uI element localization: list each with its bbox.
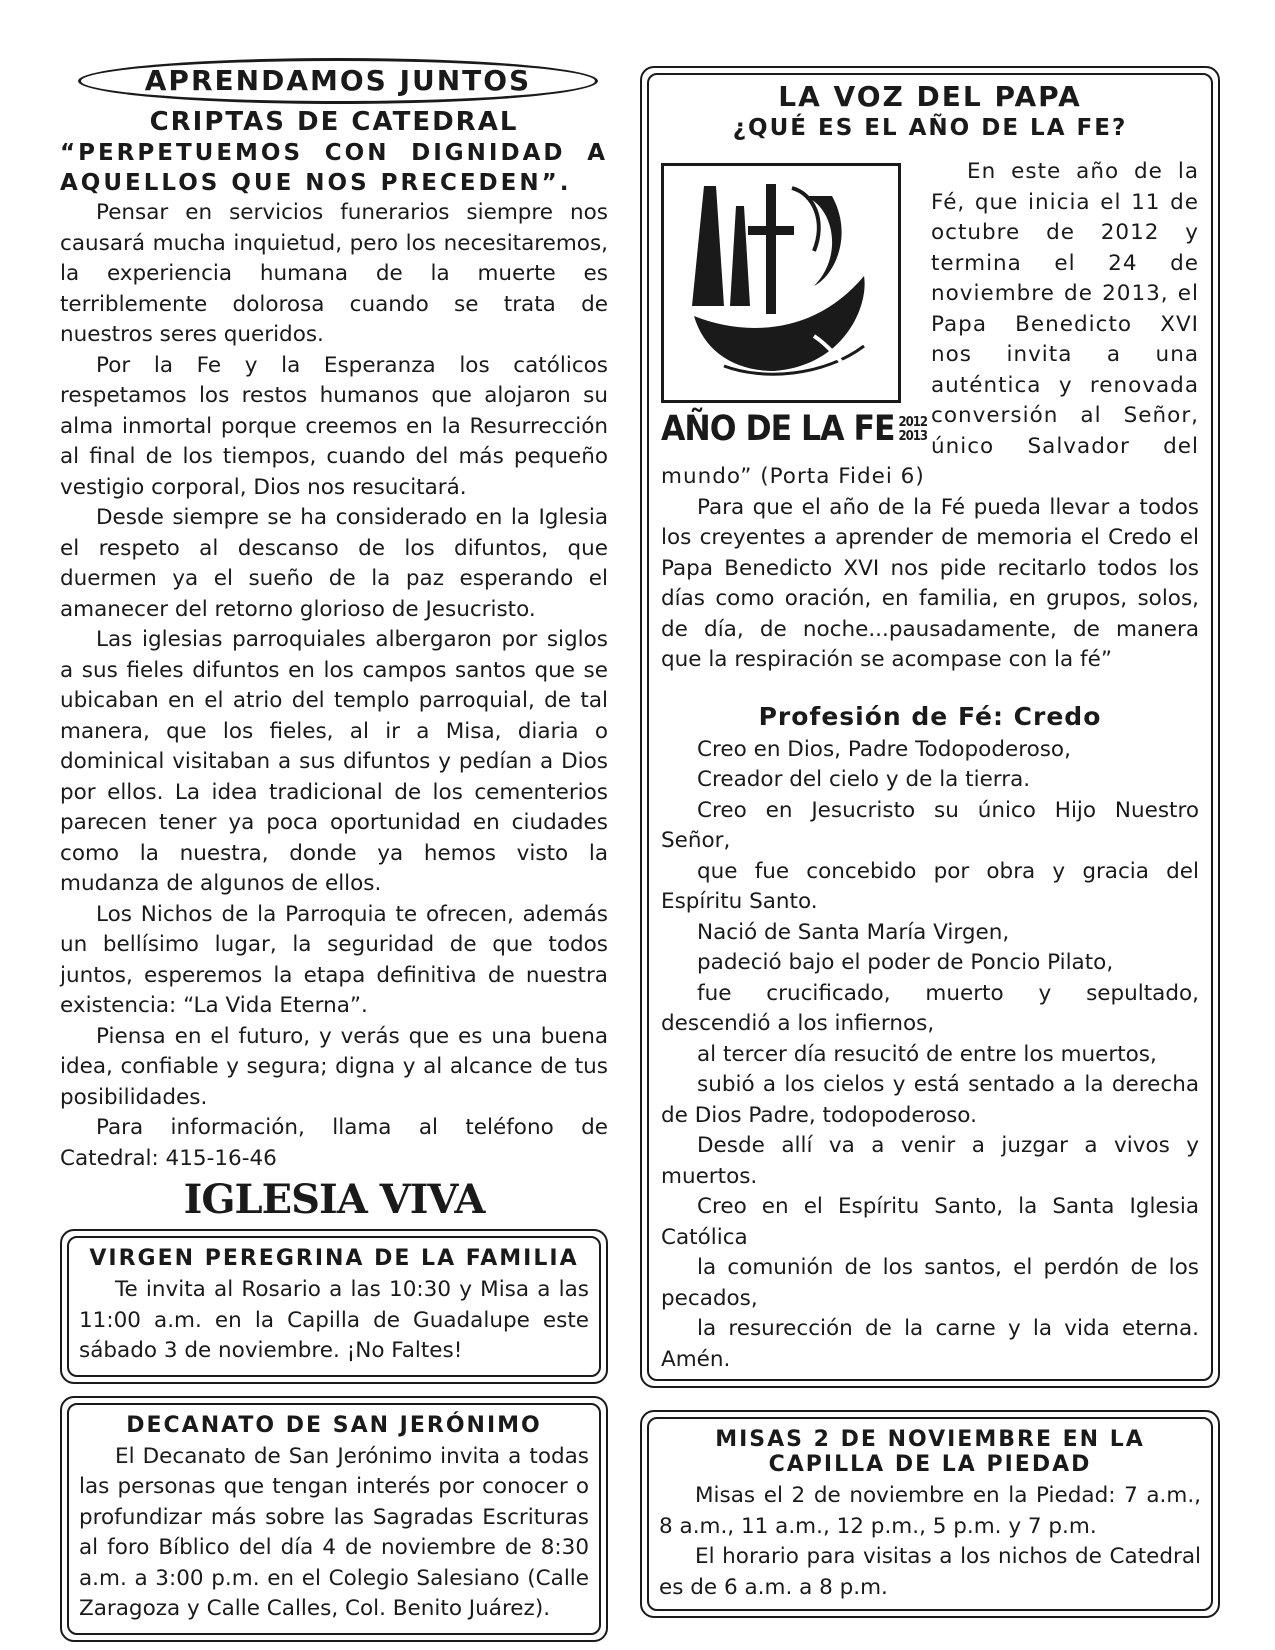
paragraph: Las iglesias parroquiales albergaron por siglos a sus fieles difuntos en los campos santos que se ubicaban en el atrio del templo parroquial, de tal manera, que los fieles, al ir a Misa, diaria o dominical visitaban a sus difuntos y pedían a Dios por ellos. La idea tradicional de los cementerios parecen tener ya poca oportunidad en ciudades como la nuestra, donde ya hemos visto la mudanza de algunos de ellos. bbox=[60, 627, 608, 896]
box-text: El Decanato de San Jerónimo invita a todas las personas que tengan interés por conocer o profundizar más sobre las Sagradas Escrituras al foro Bíblico del día 4 de noviembre de 8:30 a.m. a 3:00 p.m. en el Colegio Salesiano (Calle Zaragoza y Calle Calles, Col. Benito Juárez). bbox=[79, 1443, 589, 1621]
credo-line: al tercer día resucitó de entre los muertos, bbox=[697, 1041, 1157, 1067]
paragraph: Los Nichos de la Parroquia te ofrecen, además un bellísimo lugar, la seguridad de que todos juntos, esperemos la etapa definitiva de nuestra existencia: “La Vida Eterna”. bbox=[60, 901, 608, 1018]
paragraph: Piensa en el futuro, y verás que es una buena idea, confiable y segura; digna y al alcance de tus posibilidades. bbox=[60, 1023, 608, 1110]
section-title: APRENDAMOS JUNTOS bbox=[144, 64, 532, 97]
box-title: VIRGEN PEREGRINA DE LA FAMILIA bbox=[89, 1246, 579, 1271]
credo-line: que fue concebido por obra y gracia del Espíritu Santo. bbox=[661, 858, 1199, 914]
paragraph: Pensar en servicios funerarios siempre nos causará mucha inquietud, pero los necesitaremos, la experiencia humana de la muerte es terriblemente dolorosa cuando se trata de nuestros seres queridos. bbox=[60, 200, 608, 347]
credo-title: Profesión de Fé: Credo bbox=[758, 701, 1102, 731]
logo-year-end: 2013 bbox=[898, 429, 928, 444]
logo-text: AÑO DE LA FE bbox=[661, 409, 895, 449]
left-column bbox=[60, 58, 608, 1642]
right-column bbox=[640, 66, 1220, 1618]
box-title: DECANATO DE SAN JERÓNIMO bbox=[126, 1412, 542, 1438]
paragraph-contact: Para información, llama al teléfono de Catedral: 415-16-46 bbox=[60, 1115, 608, 1171]
intro-text: En este año de la Fé, que inicia el 11 de octubre de 2012 y termina el 24 de noviembre de 2013, el Papa Benedicto XVI nos invita a una auténtica y renovada conversión al Señor, único Salvador del mundo” (Porta Fidei 6) bbox=[661, 159, 1199, 489]
box-title: MISAS 2 DE NOVIEMBRE EN LA CAPILLA DE LA PIEDAD bbox=[715, 1427, 1145, 1477]
box-title: LA VOZ DEL PAPA bbox=[778, 80, 1082, 113]
credo-line: subió a los cielos y está sentado a la derecha de Dios Padre, todopoderoso. bbox=[661, 1072, 1199, 1128]
credo-line: Creo en Jesucristo su único Hijo Nuestro Señor, bbox=[661, 797, 1199, 853]
paragraph: Por la Fe y la Esperanza los católicos respetamos los restos humanos que alojaron su alma inmortal porque creemos en la Resurrección al final de los tiempos, cuando del más pequeño vestigio corporal, Dios nos resucitará. bbox=[60, 352, 608, 500]
box-text: El horario para visitas a los nichos de Catedral es de 6 a.m. a 8 p.m. bbox=[659, 1544, 1201, 1600]
credo-line: Creador del cielo y de la tierra. bbox=[697, 767, 1031, 792]
logo-year-start: 2012 bbox=[898, 415, 928, 430]
voz-del-papa-box bbox=[640, 66, 1220, 1388]
iglesia-viva-heading: IGLESIA VIVA bbox=[183, 1176, 485, 1223]
credo-line: Desde allí va a venir a juzgar a vivos y muertos. bbox=[661, 1133, 1199, 1189]
ship-cross-icon bbox=[664, 166, 898, 400]
box-text: Misas el 2 de noviembre en la Piedad: 7 a.m., 8 a.m., 11 a.m., 12 p.m., 5 p.m. y 7 p.m. bbox=[659, 1483, 1201, 1539]
paragraph: Desde siempre se ha considerado en la Iglesia el respeto al descanso de los difuntos, que duermen ya el sueño de la paz esperando el amanecer del retorno glorioso de Jesucristo. bbox=[60, 505, 608, 622]
credo-line: padeció bajo el poder de Poncio Pilato, bbox=[697, 950, 1114, 975]
credo-line: Nació de Santa María Virgen, bbox=[697, 919, 1010, 945]
ano-de-la-fe-logo bbox=[661, 163, 928, 453]
box-text: Te invita al Rosario a las 10:30 y Misa a las 11:00 a.m. en la Capilla de Guadalupe este sábado 3 de noviembre. ¡No Faltes! bbox=[79, 1277, 589, 1363]
virgen-peregrina-box bbox=[60, 1229, 608, 1384]
intro-text-2: Para que el año de la Fé pueda llevar a todos los creyentes a aprender de memoria el Credo el Papa Benedicto XVI nos pide recitarlo todos los días como oración, en familia, en grupos, solos, de día, de noche...pausadamente, de manera que la respiración se acompase con la fé” bbox=[661, 494, 1199, 672]
credo-line: la resurección de la carne y la vida eterna. Amén. bbox=[661, 1316, 1199, 1372]
decanato-box bbox=[60, 1396, 608, 1642]
article-subtitle: “PERPETUEMOS CON DIGNIDAD A AQUELLOS QUE NOS PRECEDEN”. bbox=[60, 140, 608, 196]
logo-monogram bbox=[898, 166, 899, 167]
box-subtitle: ¿QUÉ ES EL AÑO DE LA FE? bbox=[732, 115, 1128, 141]
credo-line: la comunión de los santos, el perdón de los pecados, bbox=[661, 1255, 1199, 1311]
credo-line: fue crucificado, muerto y sepultado, descendió a los infiernos, bbox=[661, 980, 1199, 1036]
logo-frame bbox=[661, 163, 901, 403]
section-title-oval bbox=[78, 58, 598, 104]
misas-box bbox=[640, 1410, 1220, 1618]
credo-line: Creo en el Espíritu Santo, la Santa Iglesia Católica bbox=[661, 1194, 1199, 1250]
credo-line: Creo en Dios, Padre Todopoderoso, bbox=[697, 736, 1071, 762]
article-title: CRIPTAS DE CATEDRAL bbox=[149, 107, 519, 137]
